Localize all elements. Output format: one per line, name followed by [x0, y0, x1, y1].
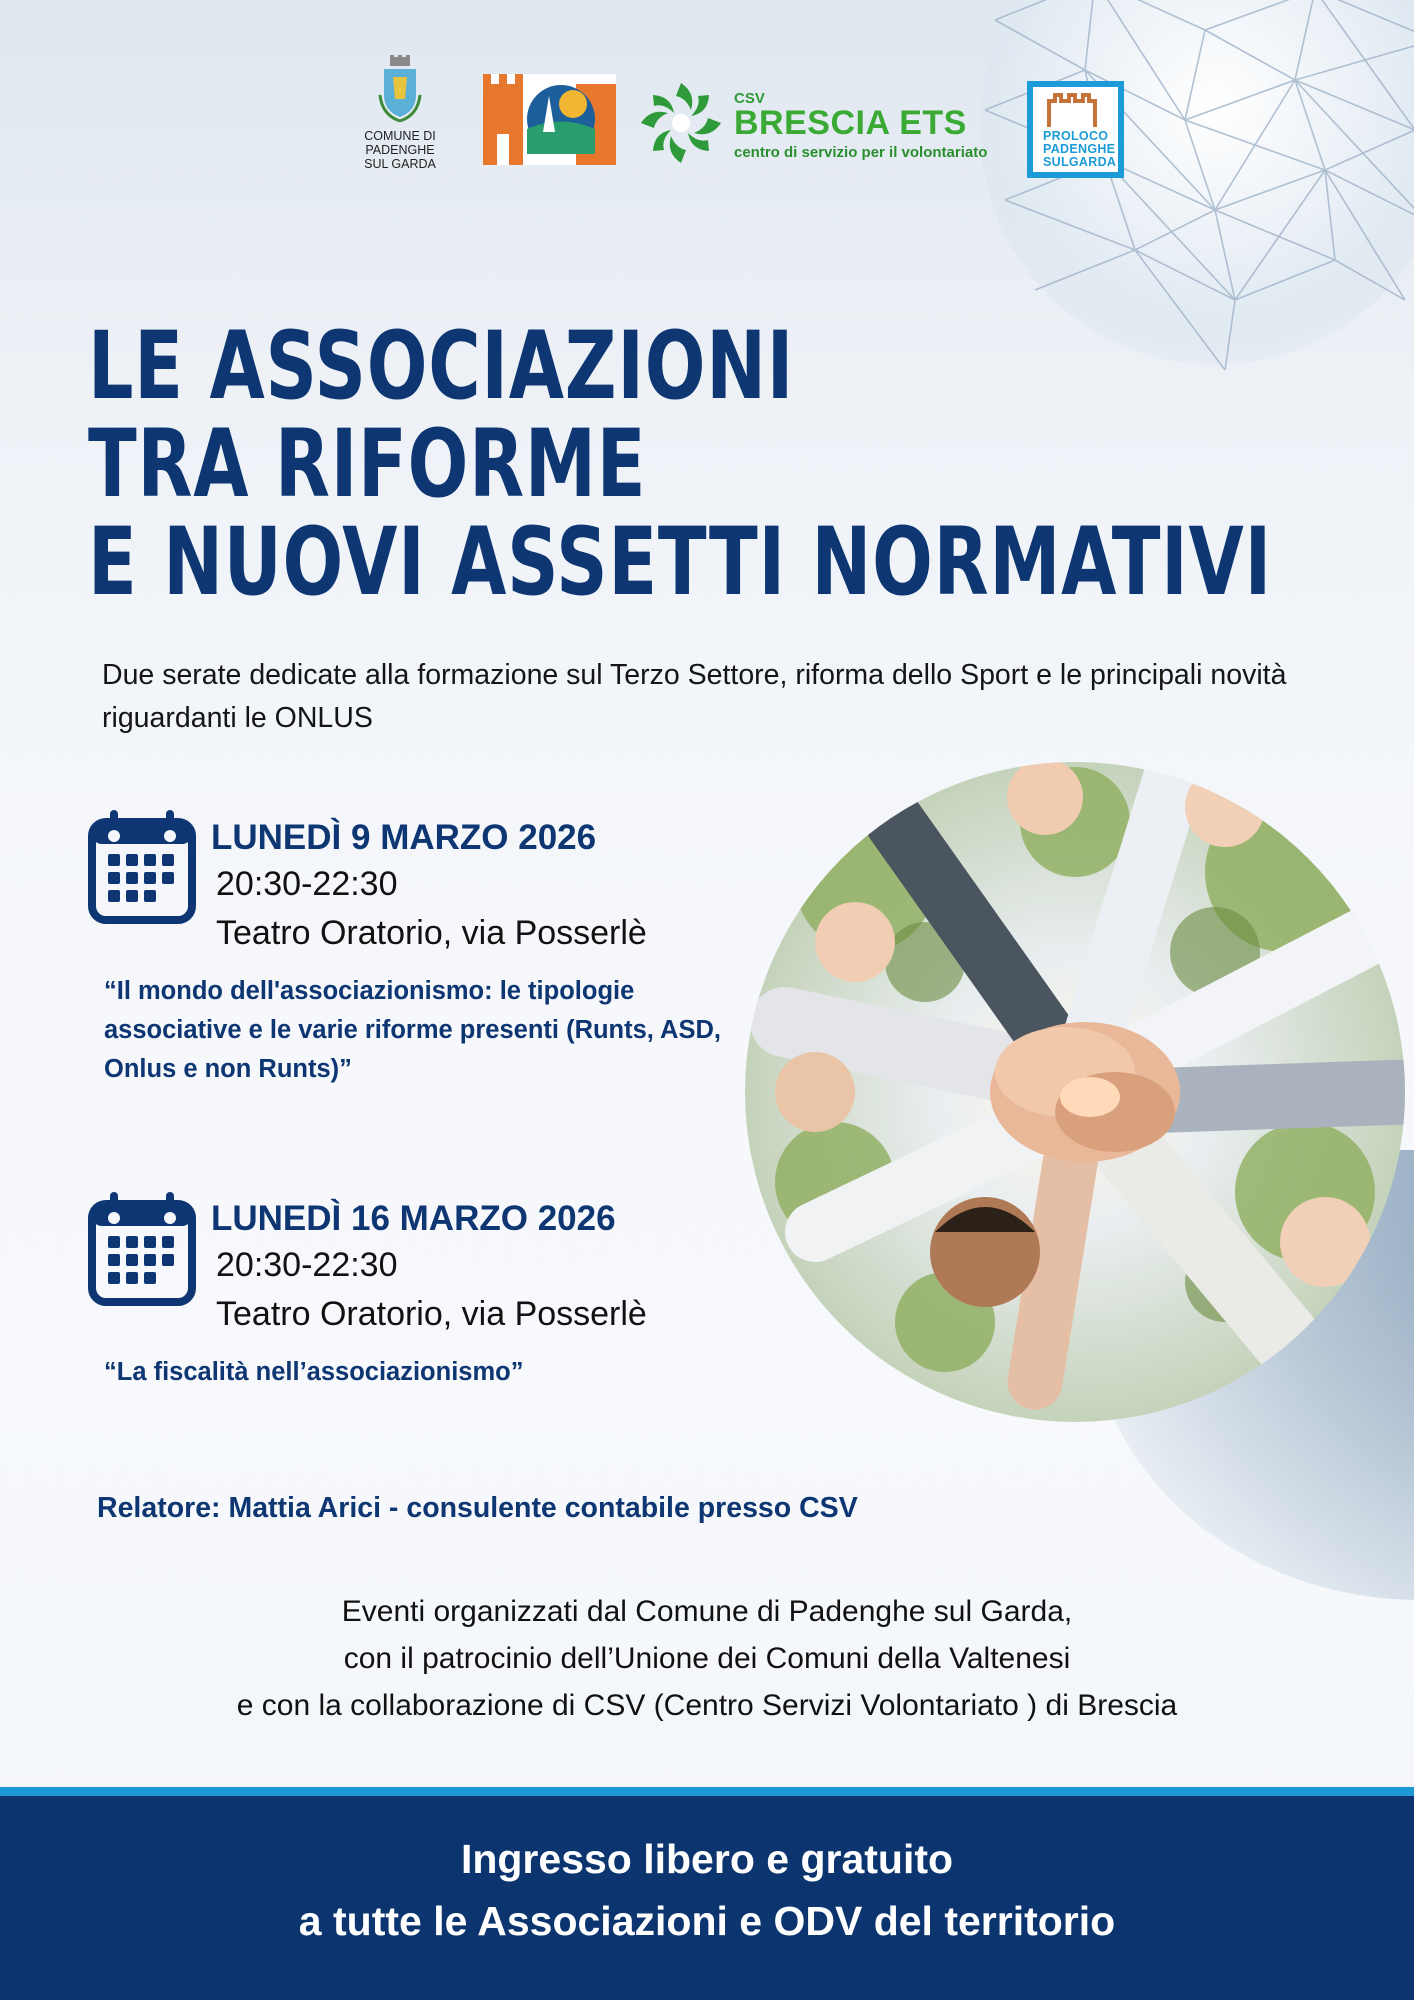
comune-padenghe-logo: [355, 55, 445, 171]
proloco-padenghe-logo: [1027, 81, 1124, 178]
event-topic: “La fiscalità nell’associazionismo”: [104, 1358, 524, 1386]
csv-brand-name: BRESCIA ETS: [734, 104, 967, 142]
csv-label: CSV: [734, 90, 765, 107]
csv-swirl-icon: [636, 78, 726, 168]
coat-of-arms-icon: [376, 55, 424, 125]
event-place: Teatro Oratorio, via Posserlè: [216, 1295, 647, 1333]
organizers-line: e con la collaborazione di CSV (Centro Servizi Volontariato ) di Brescia: [236, 1689, 1178, 1722]
calendar-icon: [88, 808, 196, 924]
event-time: 20:30-22:30: [216, 865, 398, 903]
organizers-text: [0, 1588, 1414, 1729]
calendar-icon: [88, 1190, 196, 1306]
csv-tagline: centro di servizio per il volontariato: [734, 144, 988, 161]
event-time: 20:30-22:30: [216, 1246, 398, 1284]
event-date: LUNEDÌ 9 MARZO 2026: [211, 818, 597, 857]
castle-icon: [1033, 91, 1118, 131]
comune-text-line: SUL GARDA: [364, 157, 436, 171]
unione-valtenesi-logo: [483, 74, 616, 165]
proloco-line: PADENGHE: [1043, 142, 1116, 156]
hands-together-photo: [745, 762, 1405, 1422]
comune-text-line: COMUNE DI: [364, 129, 436, 143]
proloco-line: SULGARDA: [1043, 155, 1117, 169]
organizers-line: con il patrocinio dell’Unione dei Comuni della Valtenesi: [343, 1642, 1071, 1675]
comune-text-line: PADENGHE: [365, 143, 435, 157]
event-place: Teatro Oratorio, via Posserlè: [216, 914, 647, 952]
speaker-line: Relatore: Mattia Arici - consulente contabile presso CSV: [97, 1492, 858, 1524]
event-date: LUNEDÌ 16 MARZO 2026: [211, 1199, 616, 1238]
csv-brescia-logo: [636, 78, 1006, 168]
footer-line: Ingresso libero e gratuito: [460, 1836, 954, 1882]
organizers-line: Eventi organizzati dal Comune di Padenghe sul Garda,: [341, 1595, 1073, 1628]
footer-accent-stripe: [0, 1787, 1414, 1796]
title-line: LE ASSOCIAZIONI: [88, 312, 795, 421]
page-title: [88, 312, 1272, 617]
footer-text: [0, 1828, 1414, 1952]
title-line: E NUOVI ASSETTI NORMATIVI: [88, 508, 1272, 617]
event-topic: “Il mondo dell'associazionismo: le tipologie associative e le varie riforme presenti (Runts, ASD, Onlus e non Runts)”: [104, 977, 721, 1083]
footer-line: a tutte le Associazioni e ODV del territorio: [298, 1898, 1116, 1944]
title-line: TRA RIFORME: [88, 410, 647, 519]
proloco-line: PROLOCO: [1043, 129, 1109, 143]
intro-text: Due serate dedicate alla formazione sul Terzo Settore, riforma dello Sport e le principali novità riguardanti le ONLUS: [102, 659, 1287, 734]
